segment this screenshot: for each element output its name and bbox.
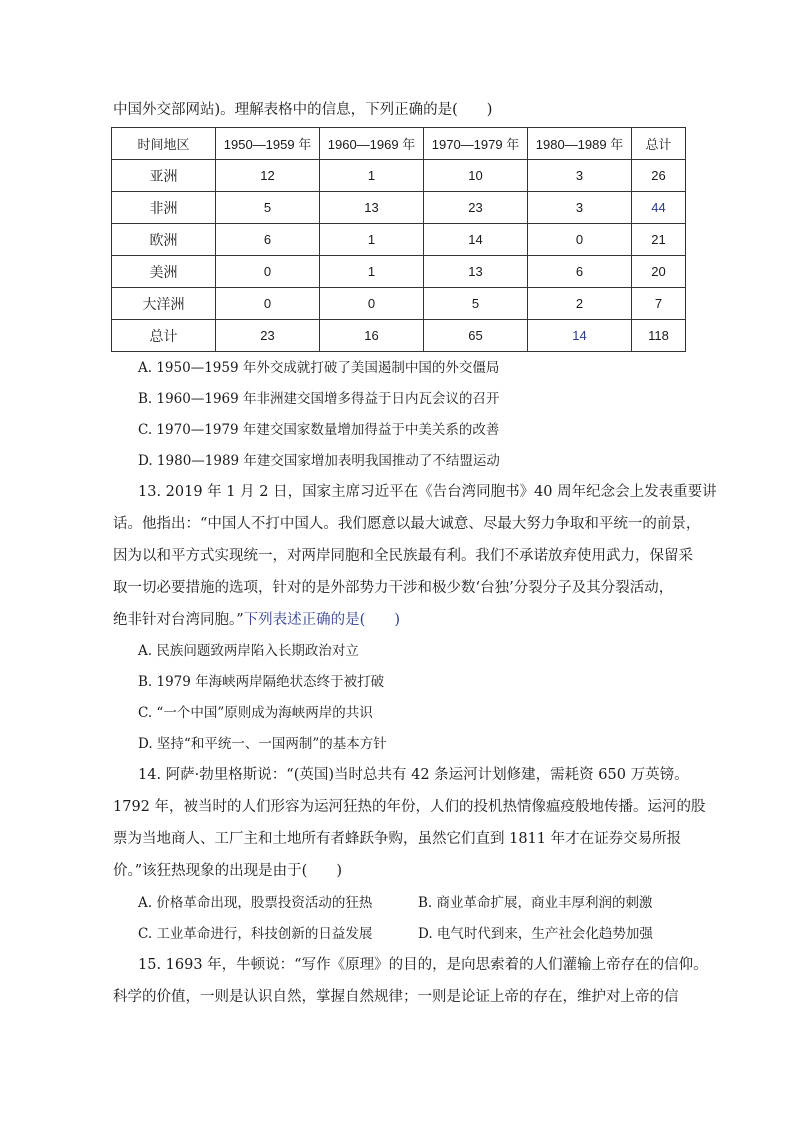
q13-stem-line: 取一切必要措施的选项，针对的是外部势力干涉和极少数‘台独’分裂分子及其分裂活动，: [113, 580, 674, 596]
q14-stem-line: 1792 年，被当时的人们形容为运河狂热的年份，人们的投机热情像瘟疫般地传播。运河的股: [113, 799, 706, 815]
table-cell: 1: [320, 160, 424, 192]
table-cell: 6: [528, 256, 632, 288]
table-cell: 1: [320, 256, 424, 288]
data-table: [111, 127, 686, 352]
table-header-row: [112, 128, 686, 160]
table-cell: 12: [216, 160, 320, 192]
q12-option-c: C. 1970—1979 年建交国家数量增加得益于中美关系的改善: [138, 422, 500, 438]
table-cell: 6: [216, 224, 320, 256]
table-cell: 13: [424, 256, 528, 288]
table-header: 1960—1969 年: [320, 128, 424, 160]
q14-stem-line: 票为当地商人、工厂主和土地所有者蜂跃争购，虽然它们直到 1811 年才在证券交易所报: [113, 831, 682, 847]
table-cell: 65: [424, 320, 528, 352]
table-cell: 0: [320, 288, 424, 320]
table-cell-region: 欧洲: [112, 224, 216, 256]
table-cell: 23: [216, 320, 320, 352]
table-row: [112, 224, 686, 256]
table-cell: 14: [424, 224, 528, 256]
q14-option-a: A. 价格革命出现，股票投资活动的狂热: [138, 895, 373, 911]
q13-stem-end: 绝非针对台湾同胞。”: [113, 612, 244, 628]
q12-option-d: D. 1980—1989 年建交国家增加表明我国推动了不结盟运动: [138, 453, 500, 469]
table-cell-region: 大洋洲: [112, 288, 216, 320]
q13-option-a: A. 民族问题致两岸陷入长期政治对立: [138, 643, 359, 659]
table-cell: 1: [320, 224, 424, 256]
table-cell: 3: [528, 192, 632, 224]
q14-option-d: D. 电气时代到来，生产社会化趋势加强: [418, 926, 653, 942]
table-header: 时间地区: [112, 128, 216, 160]
q13-option-c: C. “一个中国”原则成为海峡两岸的共识: [138, 705, 373, 721]
table-cell: 118: [632, 320, 686, 352]
table-cell: 44: [632, 192, 686, 224]
intro-line: 中国外交部网站)。理解表格中的信息，下列正确的是( ): [113, 102, 493, 118]
q14-stem-line: 14. 阿萨·勃里格斯说：“(英国)当时总共有 42 条运河计划修建，需耗资 650 万英镑。: [138, 767, 689, 783]
q14-stem-line: 价。”该狂热现象的出现是由于( ): [113, 863, 342, 879]
table-cell-region: 非洲: [112, 192, 216, 224]
q12-option-a: A. 1950—1959 年外交成就打破了美国遏制中国的外交僵局: [138, 360, 500, 376]
q15-stem-line: 科学的价值，一则是认识自然，掌握自然规律；一则是论证上帝的存在，维护对上帝的信: [113, 989, 679, 1005]
table-cell: 7: [632, 288, 686, 320]
table-row: [112, 160, 686, 192]
q13-stem-line: 13. 2019 年 1 月 2 日，国家主席习近平在《告台湾同胞书》40 周年纪念会上发表重要讲: [138, 484, 717, 500]
q13-question: 下列表述正确的是( ): [243, 612, 400, 628]
table-cell: 26: [632, 160, 686, 192]
table-cell-region: 美洲: [112, 256, 216, 288]
table-header: 总计: [632, 128, 686, 160]
table-cell: 16: [320, 320, 424, 352]
table-row: [112, 256, 686, 288]
table-cell: 20: [632, 256, 686, 288]
table-header: 1950—1959 年: [216, 128, 320, 160]
table-cell: 0: [216, 288, 320, 320]
table-cell: 14: [528, 320, 632, 352]
table-row: [112, 288, 686, 320]
table-cell-region: 总计: [112, 320, 216, 352]
table-cell: 10: [424, 160, 528, 192]
q12-option-b: B. 1960—1969 年非洲建交国增多得益于日内瓦会议的召开: [138, 391, 500, 407]
q15-stem-line: 15. 1693 年，牛顿说：“写作《原理》的目的，是向思索着的人们灌输上帝存在的信仰。: [138, 957, 708, 973]
table-cell: 5: [424, 288, 528, 320]
q14-option-c: C. 工业革命进行，科技创新的日益发展: [138, 926, 373, 942]
table-cell: 0: [528, 224, 632, 256]
table-cell-region: 亚洲: [112, 160, 216, 192]
table-header: 1970—1979 年: [424, 128, 528, 160]
q13-stem-last-line: [113, 610, 688, 630]
q13-stem-line: 因为以和平方式实现统一，对两岸同胞和全民族最有利。我们不承诺放弃使用武力，保留采: [113, 548, 693, 564]
table-header: 1980—1989 年: [528, 128, 632, 160]
table-cell: 2: [528, 288, 632, 320]
q13-stem-line: 话。他指出：“中国人不打中国人。我们愿意以最大诚意、尽最大努力争取和平统一的前景，: [113, 516, 701, 532]
table-row-total: [112, 320, 686, 352]
q13-option-b: B. 1979 年海峡两岸隔绝状态终于被打破: [138, 674, 385, 690]
table-cell: 5: [216, 192, 320, 224]
table-cell: 3: [528, 160, 632, 192]
table-cell: 23: [424, 192, 528, 224]
q13-option-d: D. 坚持“和平统一、一国两制”的基本方针: [138, 736, 387, 752]
table-cell: 21: [632, 224, 686, 256]
table-cell: 13: [320, 192, 424, 224]
table-row: [112, 192, 686, 224]
table-cell: 0: [216, 256, 320, 288]
q14-option-b: B. 商业革命扩展，商业丰厚利润的刺激: [418, 895, 653, 911]
